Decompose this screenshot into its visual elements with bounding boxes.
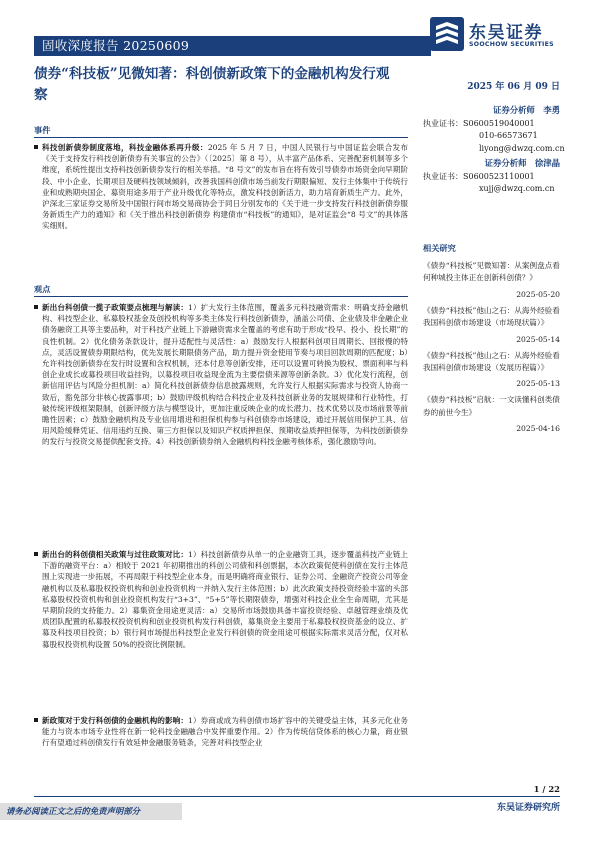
related-research-heading: 相关研究: [423, 243, 456, 253]
bullet-icon: [34, 145, 38, 149]
analyst-phone: 010-66573671: [479, 131, 538, 141]
page-number: 1 / 22: [533, 784, 560, 794]
analyst-email[interactable]: liyong@dwzq.com.cn: [479, 143, 565, 153]
related-item[interactable]: [423, 305, 560, 350]
bullet-icon: [34, 552, 38, 556]
brand-name-cn: 东吴证券: [469, 23, 543, 43]
view-paragraph-policy-comparison: [42, 549, 408, 650]
view2-lead: 新出台的科创债相关政策与过往政策对比：: [42, 550, 189, 559]
view3-body: 1）券商或成为科创债市场扩容中的关键受益主体，其多元化业务能力与资本市场专业性将在新一轮科技金融融合中发挥重要作用。2）作为传统信贷体系的核心力量，商业银行有望通过科创债发行有效延伸金融服务链条，完善对科技型企业: [42, 716, 409, 748]
analyst-card-li: [423, 104, 565, 155]
related-research: [423, 243, 560, 439]
related-item-title: 《债券“科技板”启航：一文读懂科创类债券的前世今生》: [423, 395, 560, 417]
view-section-heading-wrap: [34, 283, 408, 295]
related-item[interactable]: [423, 260, 560, 305]
report-date: 2025 年 06 月 09 日: [467, 82, 560, 92]
related-item-date: 2025-04-16: [516, 424, 560, 434]
analyst-role: 证券分析师 李勇: [493, 105, 560, 115]
related-item-date: 2025-05-13: [516, 379, 560, 389]
view-paragraph-institution-impact: [42, 715, 408, 749]
analyst-email[interactable]: xujj@dwzq.com.cn: [479, 184, 555, 194]
analyst-card-xu: [423, 157, 560, 196]
section-divider: [34, 137, 408, 138]
section-divider: [34, 296, 408, 297]
event-section-heading-wrap: [34, 124, 408, 136]
footer-org-name: 东吴证券研究所: [496, 803, 560, 813]
related-item-title: 《债券“科技板”他山之石：从海外经验看我国科创债市场建设（市场现状篇）》: [423, 305, 560, 328]
bullet-icon: [34, 305, 38, 309]
view1-lead: 新出台科创债一揽子政策要点梳理与解读：: [42, 303, 189, 312]
related-item-title: 《债券“科技板”见微知著：从案例盘点看何种城投主体正在创新科创债？》: [423, 261, 560, 283]
brand-name-en: SOOCHOW SECURITIES: [469, 41, 554, 48]
event-body: 2025 年 5 月 7 日，中国人民银行与中国证监会联合发布《关于支持发行科技创新债券有关事宜的公告》（〔2025〕第 8 号），从丰富产品体系、完善配套机制等多个维度，系统性提出支持科技创新债券发行的相关举措。“8 号文”的发布旨在将有效引导债券市场资金向早期阶段、中小企业、长期项目及硬科技领域倾斜，改善我国科创债市场当前发行期限偏短、发行主体集中于传统行业和成熟期央国企、募资用途多用于产业升级优化等特点，激发科技创新活力，助力培育新质生产力。此外，沪深北三家证券交易所及中国银行间市场交易商协会于同日分别发布的《关于进一步支持发行科技创新债券服务新质生产力的通知》和《关于推出科技创新债券 构建债市“科技板”的通知》，是对证监会“8 号文”的具体落实细则。: [42, 143, 408, 231]
brand-logo: [430, 17, 560, 57]
report-type-banner: 固收深度报告 20250609: [34, 36, 431, 56]
event-lead: 科技创新债券制度落地，科技金融体系再升级：: [42, 143, 208, 152]
view3-lead: 新政策对于发行科创债的金融机构的影响：: [42, 716, 189, 725]
related-item-date: 2025-05-14: [516, 334, 560, 344]
soochow-logo-icon: [430, 17, 464, 51]
related-item-date: 2025-05-20: [516, 289, 560, 299]
related-item-title: 《债券“科技板”他山之石：从海外经验看我国科创债市场建设（发展历程篇）》: [423, 350, 560, 373]
disclaimer-banner: 请务必阅读正文之后的免责声明部分: [0, 803, 182, 820]
analyst-role: 证券分析师 徐津晶: [484, 158, 560, 168]
view2-body: 1）科技创新债券从单一的企业融资工具，逐步覆盖科技产业链上下游的融资平台：a）相较于 2021 年初期推出的科创公司债和科创票据，本次政策促使科创债在发行主体范围上实现进一步拓展，不再局限于科技型企业本身，而是明确将商业银行、证券公司、金融资产投资公司等金融机构以及私募股权投资机构和创业投资机构一并纳入发行主体范围；b）此次政策支持投资经验丰富的头部私募股权投资机构和创业投资机构发行“3+3”、“5+5”等长期限债券，增强对科技企业全生命周期，尤其是早期阶段的支持能力。2）募集资金用途更灵活：a）交易所市场鼓励具备丰富投资经验、卓越管理业绩及优质团队配置的私募股权投资机构和创业投资机构发行科创债，募集资金主要用于私募股权投资基金的设立、扩募及科技项目投资；b）银行间市场提出科技型企业发行科创债的资金用途可根据实际需求灵活分配，仅对私募股权投资机构设置 50%的投资比例限制。: [42, 550, 409, 649]
event-heading: 事件: [34, 125, 51, 135]
analyst-cert: 执业证书：S0600519040001: [423, 119, 535, 129]
related-item[interactable]: [423, 394, 560, 439]
event-paragraph: [42, 142, 408, 232]
related-item[interactable]: [423, 350, 560, 395]
bullet-icon: [34, 718, 38, 722]
view-paragraph-policy-points: [42, 302, 408, 448]
view1-body: 1）扩大发行主体范围，覆盖多元科技融资需求：明确支持金融机构、科技型企业、私募股权基金及创投机构等多类主体发行科技创新债券，涵盖公司债、企业债及非金融企业债务融资工具等主要品种，对于科技产业链上下游融资需求全覆盖的考虑有助于形成“投早、投小、投长期”的良性机制。2）优化债务条款设计，提升适配性与灵活性：a）鼓励发行人根据科创项目周期长、回报慢的特点，灵活设置债券期限结构，优先发展长期限债务产品，助力提升资金使用节奏与项目回款周期的匹配度；b）允许科技创新债券在发行时设置和含权机制，还本付息等创新安排，还可以设置可转换为股权、票面利率与科创企业成长或募投项目收益挂钩，以募投项目收益现金流为主要偿债来源等创新条款。3）优化发行流程，创新信用评估与风险分担机制：a）简化科技创新债券信息披露规则，允许发行人根据实际需求与投资人协商一致后，豁免部分非核心披露事项；b）鼓励评级机构结合科技企业及科技创新业务的发展规律和行业特性，打破传统评级框架限制，创新评级方法与模型设计，更加注重反映企业的成长潜力、技术优势以及市场前景等前瞻性因素；c）鼓励金融机构及专业信用增进和担保机构参与科创债券市场建设，通过开展信用保护工具、信用风险缓释凭证、信用违约互换、第三方担保以及知识产权质押担保、预期收益质押担保等，为科技创新债券的发行与投资交易提供配套支持。4）科技创新债券纳入金融机构科技金融考核体系，强化激励导向。: [42, 303, 409, 447]
report-title: 债券“科技板”见微知著：科创债新政策下的金融机构发行观察: [34, 66, 390, 103]
analyst-cert: 执业证书：S0600523110001: [423, 172, 535, 182]
footer-divider: [34, 796, 560, 797]
view-heading: 观点: [34, 284, 51, 294]
